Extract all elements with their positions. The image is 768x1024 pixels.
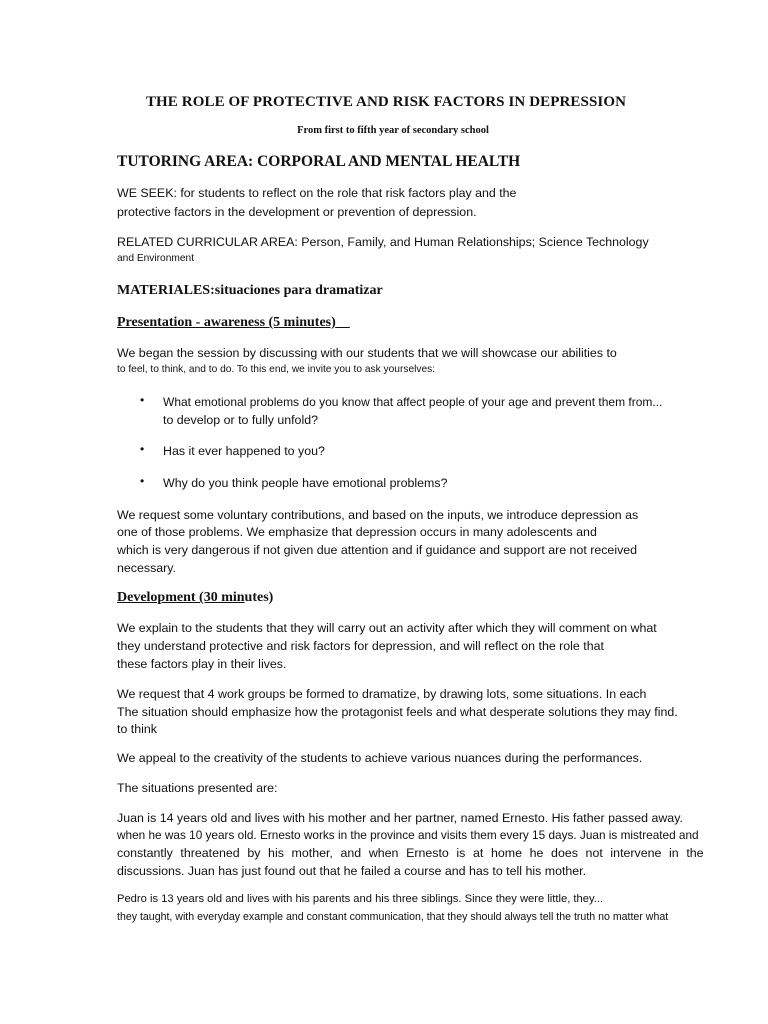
- explain-line-1: We explain to the students that they will carry out an activity after which they will comment on what: [117, 621, 657, 635]
- tutoring-area-heading: TUTORING AREA: CORPORAL AND MENTAL HEALTH: [117, 153, 521, 170]
- we-seek-line-2: protective factors in the development or prevention of depression.: [117, 205, 477, 219]
- presentation-intro-line-2: to feel, to think, and to do. To this end, we invite you to ask yourselves:: [117, 364, 436, 375]
- juan-line-4: discussions. Juan has just found out that he failed a course and has to tell his mother.: [117, 864, 587, 878]
- presentation-heading-text: Presentation - awareness (5 minutes): [117, 315, 336, 330]
- bullet-2-marker: •: [140, 442, 145, 456]
- bullet-3-text: Why do you think people have emotional problems?: [163, 476, 448, 490]
- pedro-line-1: Pedro is 13 years old and lives with his parents and his three siblings. Since they were little, they...: [117, 893, 604, 905]
- document-subtitle: From first to fifth year of secondary school: [297, 125, 489, 136]
- juan-line-3: constantly threatened by his mother, and when Ernesto is at home he does not intervene in the: [117, 846, 704, 860]
- request-line-4: necessary.: [117, 561, 176, 575]
- bullet-2-text: Has it ever happened to you?: [163, 444, 325, 458]
- development-heading-rest: utes): [244, 590, 274, 605]
- document-title: THE ROLE OF PROTECTIVE AND RISK FACTORS IN DEPRESSION: [145, 94, 627, 110]
- development-heading: [117, 590, 273, 606]
- groups-line-3: to think: [117, 722, 157, 736]
- explain-line-3: these factors play in their lives.: [117, 657, 287, 671]
- pedro-line-2: they taught, with everyday example and constant communication, that they should always tell the truth no matter what: [117, 911, 669, 923]
- request-line-2: one of those problems. We emphasize that depression occurs in many adolescents and: [117, 525, 597, 539]
- juan-line-2: when he was 10 years old. Ernesto works in the province and visits them every 15 days. Juan is mistreated and: [117, 828, 699, 842]
- groups-line-2: The situation should emphasize how the protagonist feels and what desperate solutions they may find.: [117, 705, 678, 719]
- related-area-line-2: and Environment: [117, 253, 195, 264]
- presentation-heading: [117, 315, 350, 331]
- bullet-1-line-1: What emotional problems do you know that affect people of your age and prevent them from...: [163, 395, 663, 409]
- request-line-1: We request some voluntary contributions, and based on the inputs, we introduce depression as: [117, 508, 639, 522]
- situations-intro: The situations presented are:: [117, 781, 278, 795]
- bullet-1-marker: •: [140, 393, 145, 407]
- presentation-heading-underline-tail: [336, 315, 350, 330]
- bullet-1-line-2: to develop or to fully unfold?: [163, 413, 318, 427]
- juan-line-1: Juan is 14 years old and lives with his mother and her partner, named Ernesto. His father passed away.: [117, 811, 683, 825]
- we-seek-line-1: WE SEEK: for students to reflect on the role that risk factors play and the: [117, 186, 517, 200]
- request-line-3: which is very dangerous if not given due attention and if guidance and support are not received: [117, 543, 638, 557]
- related-area-line-1: RELATED CURRICULAR AREA: Person, Family, and Human Relationships; Science Technology: [117, 235, 649, 249]
- presentation-intro-line-1: We began the session by discussing with our students that we will showcase our abilities to: [117, 346, 617, 360]
- development-heading-underlined: Development (30 min: [117, 590, 245, 605]
- materiales-heading: MATERIALES:situaciones para dramatizar: [117, 283, 383, 298]
- creativity-paragraph: We appeal to the creativity of the students to achieve various nuances during the performances.: [117, 751, 643, 765]
- groups-line-1: We request that 4 work groups be formed to dramatize, by drawing lots, some situations. In each: [117, 687, 647, 701]
- bullet-3-marker: •: [140, 474, 145, 488]
- explain-line-2: they understand protective and risk factors for depression, and will reflect on the role that: [117, 639, 604, 653]
